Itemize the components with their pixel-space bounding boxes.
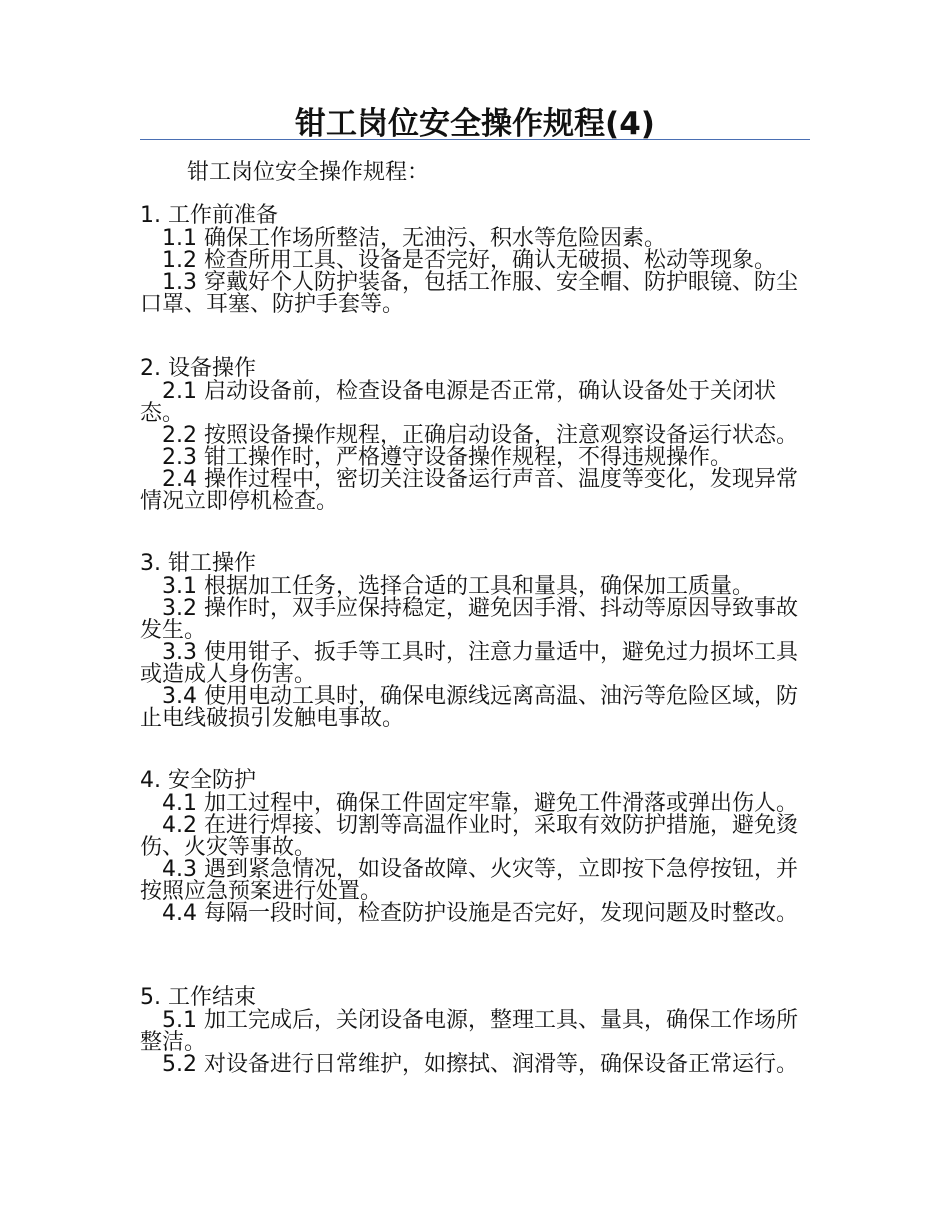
list-item: 3.1 根据加工任务，选择合适的工具和量具，确保加工质量。 <box>162 574 754 599</box>
section-equipment-operation <box>140 357 805 513</box>
section-heading: 4. 安全防护 <box>140 768 256 793</box>
list-item: 2.4 操作过程中，密切关注设备运行声音、温度等变化，发现异常情况立即停机检查。 <box>140 467 798 514</box>
list-item: 4.3 遇到紧急情况，如设备故障、火灾等，立即按下急停按钮，并按照应急预案进行处置。 <box>140 857 798 904</box>
section-heading: 2. 设备操作 <box>140 356 256 381</box>
list-item: 4.4 每隔一段时间，检查防护设施是否完好，发现问题及时整改。 <box>162 901 798 926</box>
list-item: 3.3 使用钳子、扳手等工具时，注意力量适中，避免过力损坏工具或造成人身伤害。 <box>140 640 798 687</box>
list-item: 4.2 在进行焊接、切割等高温作业时，采取有效防护措施，避免烫伤、火灾等事故。 <box>140 813 798 860</box>
section-heading: 1. 工作前准备 <box>140 203 278 228</box>
section-heading: 5. 工作结束 <box>140 985 256 1010</box>
section-safety-protection <box>140 769 805 925</box>
list-item: 1.1 确保工作场所整洁，无油污、积水等危险因素。 <box>162 226 666 251</box>
list-item: 5.1 加工完成后，关闭设备电源，整理工具、量具，确保工作场所整洁。 <box>140 1008 798 1055</box>
list-item: 2.1 启动设备前，检查设备电源是否正常，确认设备处于关闭状态。 <box>140 379 776 426</box>
list-item: 4.1 加工过程中，确保工件固定牢靠，避免工件滑落或弹出伤人。 <box>162 791 798 816</box>
section-preparation <box>140 204 805 316</box>
list-item: 3.2 操作时，双手应保持稳定，避免因手滑、抖动等原因导致事故发生。 <box>140 596 798 643</box>
section-fitter-operation <box>140 552 805 730</box>
document-title: 钳工岗位安全操作规程(4) <box>295 106 655 142</box>
list-item: 1.3 穿戴好个人防护装备，包括工作服、安全帽、防护眼镜、防尘口罩、耳塞、防护手套等。 <box>140 270 798 317</box>
section-heading: 3. 钳工操作 <box>140 551 256 576</box>
section-work-end <box>140 986 805 1076</box>
intro-text: 钳工岗位安全操作规程： <box>187 160 430 185</box>
list-item: 1.2 检查所用工具、设备是否完好，确认无破损、松动等现象。 <box>162 248 776 273</box>
list-item: 3.4 使用电动工具时，确保电源线远离高温、油污等危险区域，防止电线破损引发触电事故。 <box>140 684 798 731</box>
list-item: 2.2 按照设备操作规程，正确启动设备，注意观察设备运行状态。 <box>162 423 798 448</box>
list-item: 2.3 钳工操作时，严格遵守设备操作规程，不得违规操作。 <box>162 445 732 470</box>
list-item: 5.2 对设备进行日常维护，如擦拭、润滑等，确保设备正常运行。 <box>162 1052 798 1077</box>
title-underline <box>140 139 810 140</box>
